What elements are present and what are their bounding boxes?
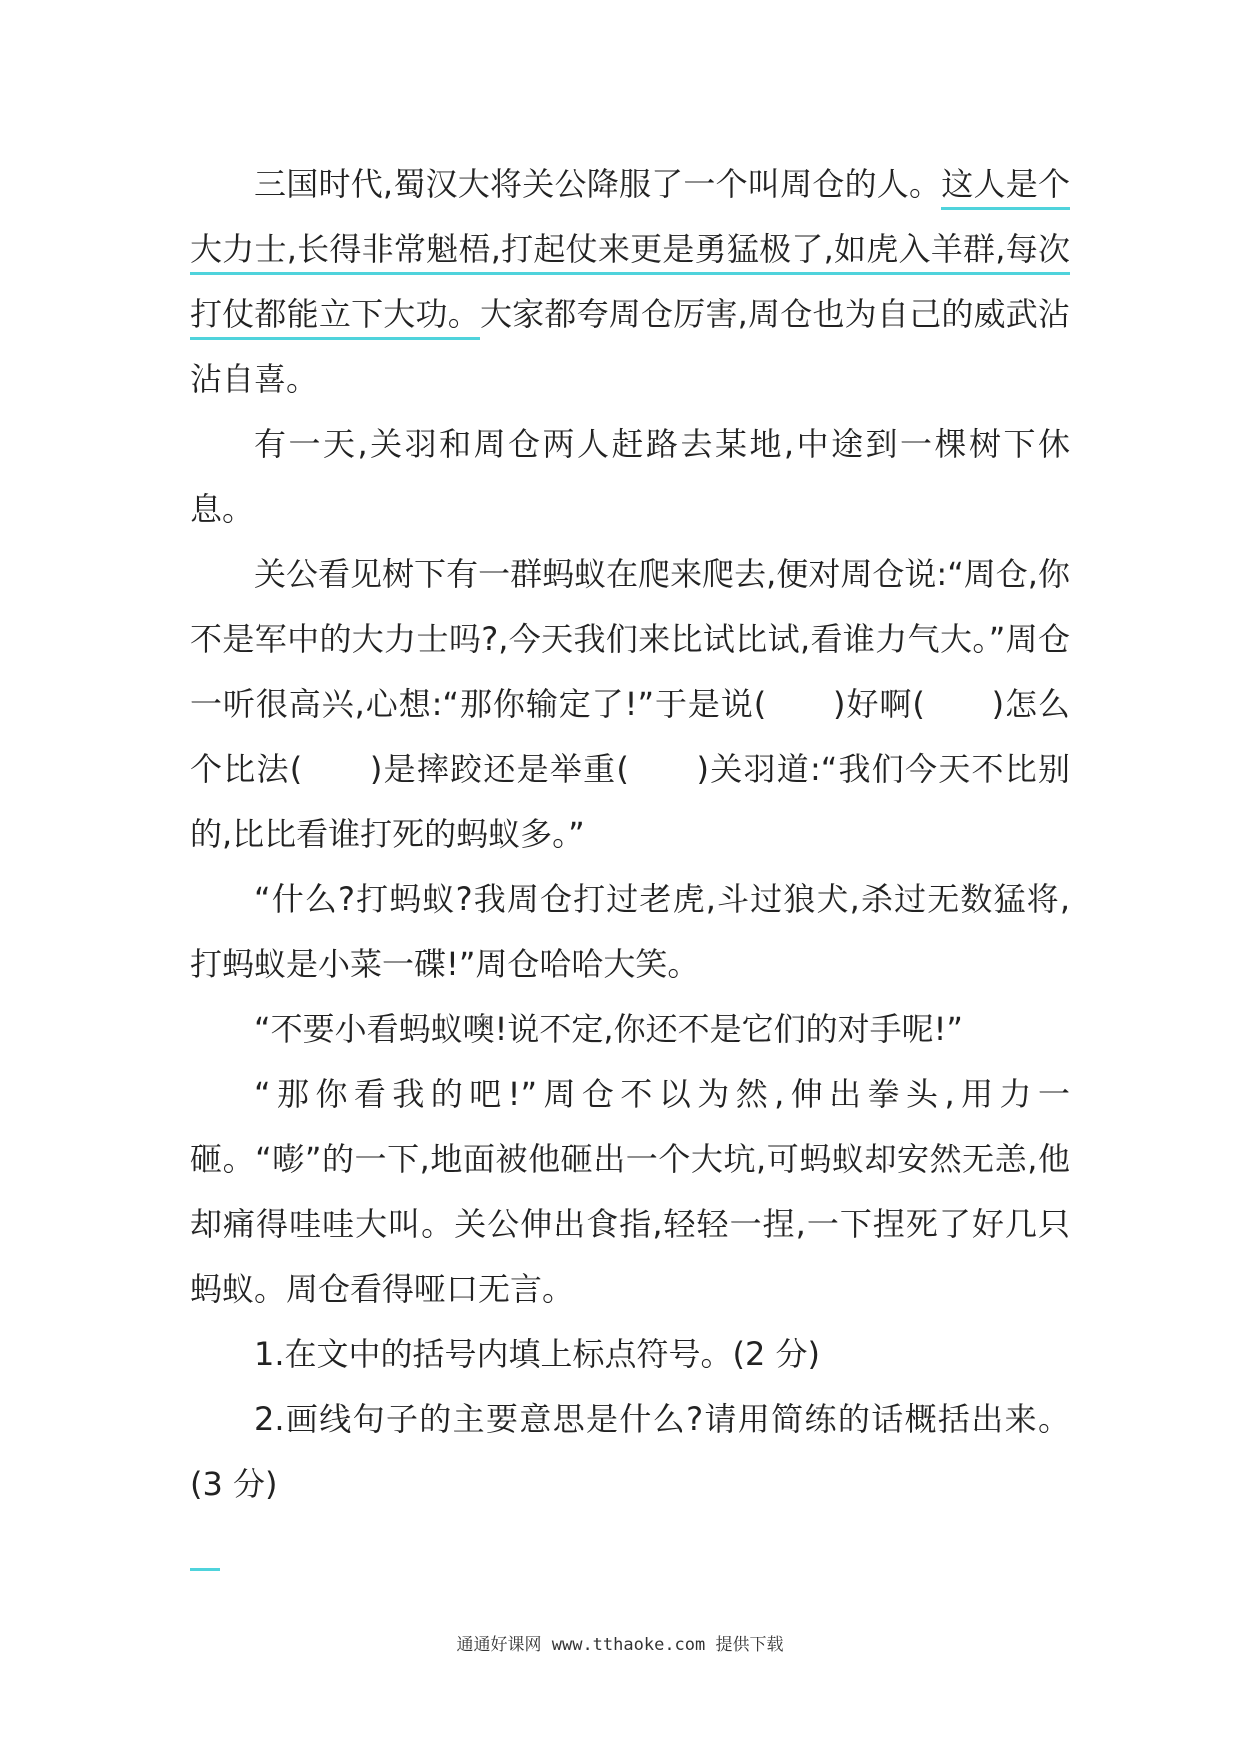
- answer-line-mark: [190, 1568, 220, 1571]
- paragraph-1-end: 大家都夸周仓厉害,周仓也为自己的威武沾沾自喜。: [190, 295, 1070, 398]
- question-1: 1.在文中的括号内填上标点符号。(2 分): [254, 1335, 821, 1373]
- passage-text: [190, 152, 1070, 1517]
- paragraph-1-intro: 三国时代,蜀汉大将关公降服了一个叫周仓的人。: [254, 165, 942, 203]
- paragraph-6: “那你看我的吧!”周仓不以为然,伸出拳头,用力一砸。“嘭”的一下,地面被他砸出一个大坑,可蚂蚁却安然无恙,他却痛得哇哇大叫。关公伸出食指,轻轻一捏,一下捏死了好几只蚂蚁。周仓看得哑口无言。: [190, 1075, 1070, 1308]
- paragraph-5: “不要小看蚂蚁噢!说不定,你还不是它们的对手呢!”: [254, 1010, 963, 1048]
- question-2: 2.画线句子的主要意思是什么?请用简练的话概括出来。(3 分): [190, 1400, 1070, 1503]
- paragraph-3: 关公看见树下有一群蚂蚁在爬来爬去,便对周仓说:“周仓,你不是军中的大力士吗?,今天我们来比试比试,看谁力气大。”周仓一听很高兴,心想:“那你输定了!”于是说( )好啊( )怎么个比法( )是摔跤还是举重( )关羽道:“我们今天不比别的,比比看谁打死的蚂蚁多。”: [190, 555, 1070, 853]
- footer-credit: 通通好课网 www.tthaoke.com 提供下载: [456, 1635, 784, 1655]
- paragraph-1: [190, 152, 1070, 412]
- paragraph-4: “什么?打蚂蚁?我周仓打过老虎,斗过狼犬,杀过无数猛将,打蚂蚁是小菜一碟!”周仓哈哈大笑。: [190, 880, 1070, 983]
- underlined-sentence: 这人是个大力士,长得非常魁梧,打起仗来更是勇猛极了,如虎入羊群,每次打仗都能立下大功。: [190, 165, 1070, 340]
- paragraph-2: 有一天,关羽和周仓两人赶路去某地,中途到一棵树下休息。: [190, 425, 1070, 528]
